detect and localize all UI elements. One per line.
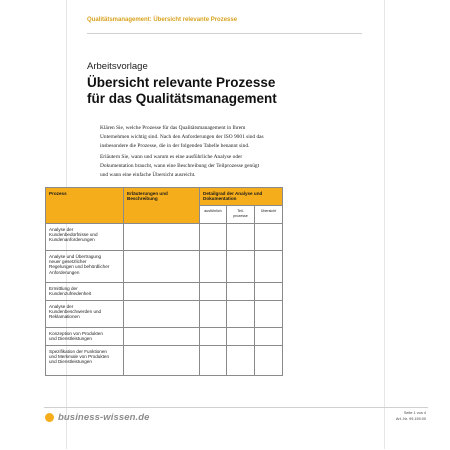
- subprocess-cell[interactable]: [227, 282, 255, 300]
- detailed-cell[interactable]: [200, 327, 227, 345]
- title-line-2: für das Qualitätsmanagement: [87, 91, 277, 106]
- process-cell-line: Kundenzufriedenheit: [49, 291, 92, 297]
- intro-paragraph-1: [100, 124, 360, 152]
- paragraph-line: Dokumentation braucht, wann eine Beschreibung der Teilprozesse genügt: [100, 163, 260, 170]
- process-cell: [46, 345, 124, 375]
- process-cell-line: Kundenanforderungen: [49, 237, 95, 243]
- subprocess-cell[interactable]: [227, 223, 255, 250]
- paragraph-line: Klären Sie, welche Prozesse für das Qualitätsmanagement in Ihrem: [100, 125, 246, 131]
- table-header-row: [46, 188, 283, 206]
- table-row: [46, 345, 283, 375]
- page-number: Seite 1 von 4: [403, 411, 426, 415]
- subheader-detailed: ausführlich: [200, 205, 227, 223]
- header-process: Prozess: [46, 188, 124, 224]
- title-line-1: Übersicht relevante Prozesse: [87, 75, 276, 90]
- process-cell-line: Ermittlung der: [49, 285, 78, 291]
- detailed-cell[interactable]: [200, 345, 227, 375]
- process-cell: [46, 300, 124, 327]
- process-cell-line: Spezifikation der Funktionen: [49, 348, 107, 354]
- process-cell-line: und Dienstleistungen: [49, 359, 92, 365]
- brand-logo: [45, 412, 150, 423]
- process-cell: [46, 282, 124, 300]
- article-number: Art.-Nr. 99.159.00: [396, 416, 426, 421]
- process-cell: [46, 250, 124, 282]
- paragraph-line: insbesondere die Prozesse, die in der folgenden Tabelle benannt sind.: [100, 143, 250, 150]
- overview-cell[interactable]: [255, 250, 283, 282]
- subprocess-cell[interactable]: [227, 345, 255, 375]
- overview-cell[interactable]: [255, 282, 283, 300]
- process-cell-line: Kundenbeschwerden und: [49, 309, 102, 315]
- subprocess-cell[interactable]: [227, 250, 255, 282]
- footer-divider: [44, 407, 428, 408]
- explanation-cell[interactable]: [124, 223, 200, 250]
- running-header: Qualitätsmanagement: Übersicht relevante Prozesse: [87, 17, 238, 23]
- detailed-cell[interactable]: [200, 250, 227, 282]
- overview-cell[interactable]: [255, 300, 283, 327]
- paragraph-line: Unternehmen wichtig sind. Nach den Anforderungen der ISO 9001 sind das: [100, 134, 264, 141]
- paragraph-line: Erläutern Sie, wann und warum es eine ausführliche Analyse oder: [100, 154, 243, 160]
- process-cell-line: und Merkmale von Produkten: [49, 354, 110, 360]
- overview-cell[interactable]: [255, 345, 283, 375]
- explanation-cell[interactable]: [124, 300, 200, 327]
- table-row: [46, 250, 283, 282]
- explanation-cell[interactable]: [124, 250, 200, 282]
- explanation-cell[interactable]: [124, 327, 200, 345]
- process-cell-line: und Dienstleistungen: [49, 336, 92, 342]
- header-explanation: Erläuterungen und Beschreibung: [124, 188, 200, 224]
- page-info: [396, 411, 426, 422]
- document-title: [87, 75, 277, 107]
- document-kicker: Arbeitsvorlage: [87, 61, 148, 72]
- process-cell-line: Regelungen und behördlicher: [49, 264, 110, 270]
- logo-dot-icon: [45, 413, 54, 422]
- explanation-cell[interactable]: [124, 282, 200, 300]
- process-cell: [46, 327, 124, 345]
- table-row: [46, 327, 283, 345]
- process-cell-line: Analyse der: [49, 303, 74, 309]
- explanation-cell[interactable]: [124, 345, 200, 375]
- process-cell: [46, 223, 124, 250]
- process-cell-line: Anforderungen: [49, 269, 80, 275]
- overview-cell[interactable]: [255, 223, 283, 250]
- header-divider: [87, 33, 362, 34]
- subprocess-cell[interactable]: [227, 327, 255, 345]
- logo-text: business-wissen.de: [58, 412, 150, 423]
- detailed-cell[interactable]: [200, 300, 227, 327]
- header-detail-level: Detailgrad der Analyse und Dokumentation: [200, 188, 283, 206]
- process-cell-line: Analyse der: [49, 226, 74, 232]
- table-row: [46, 223, 283, 250]
- process-cell-line: Analyse und Übertragung: [49, 253, 102, 259]
- subheader-overview: Übersicht: [255, 205, 283, 223]
- intro-paragraph-2: [100, 153, 360, 181]
- process-cell-line: neuer gesetzlicher: [49, 259, 87, 265]
- process-cell-line: Konzeption von Produkten: [49, 330, 103, 336]
- detailed-cell[interactable]: [200, 223, 227, 250]
- process-table: [45, 187, 283, 376]
- detailed-cell[interactable]: [200, 282, 227, 300]
- subprocess-cell[interactable]: [227, 300, 255, 327]
- subheader-subprocesses: Teil- prozesse: [227, 205, 255, 223]
- process-cell-line: Kundenbedürfnisse und: [49, 232, 98, 238]
- table-row: [46, 282, 283, 300]
- table-row: [46, 300, 283, 327]
- overview-cell[interactable]: [255, 327, 283, 345]
- process-cell-line: Reklamationen: [49, 314, 80, 320]
- paragraph-line: und wann eine einfache Übersicht ausreicht.: [100, 172, 196, 179]
